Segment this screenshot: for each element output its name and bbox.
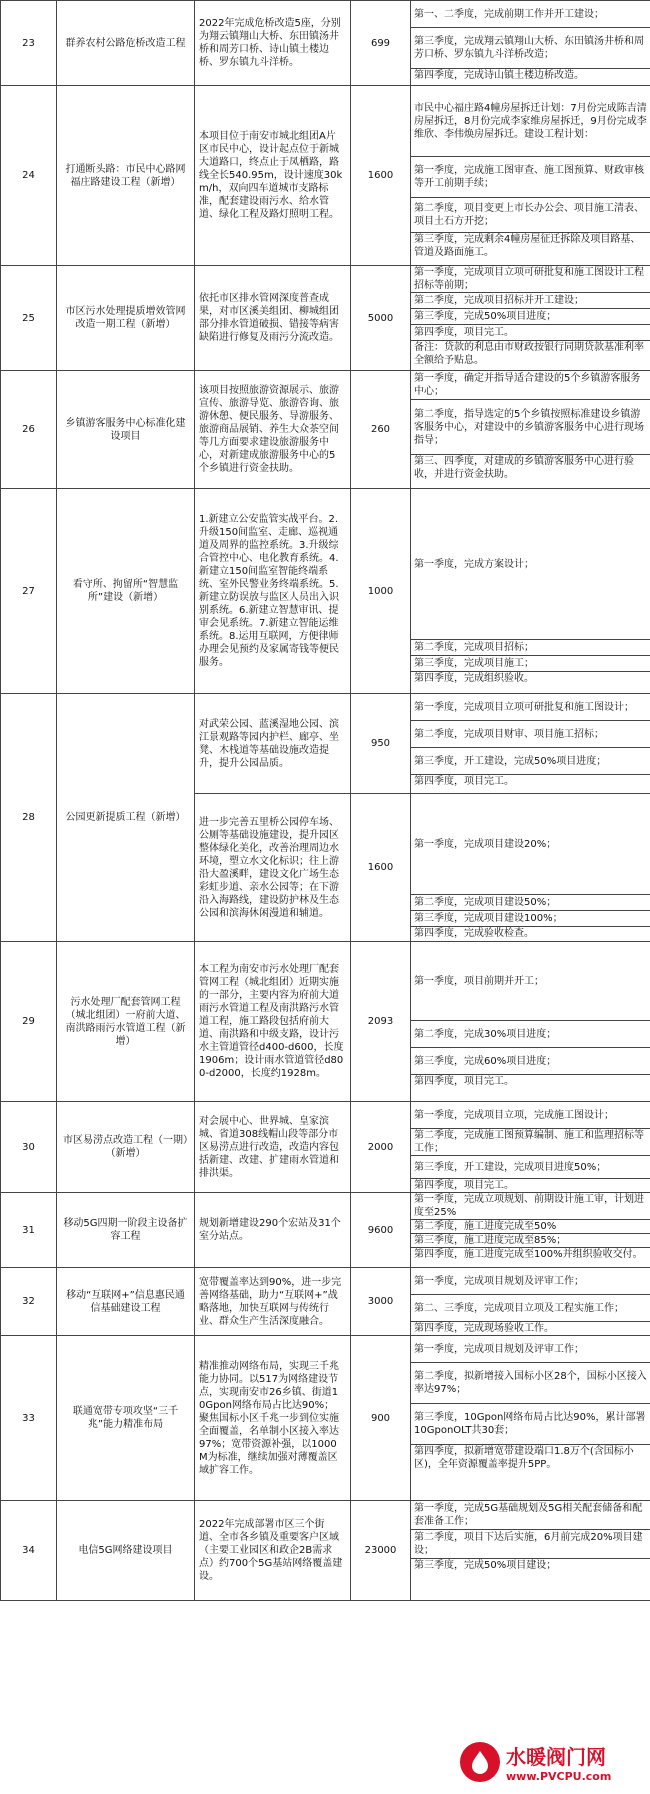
table-row [1,86,650,266]
project-name: 群养农村公路危桥改造工程 [57,1,195,86]
investment: 5000 [351,266,411,371]
row-number: 24 [1,86,57,266]
schedule-item: 第一季度，完成施工图审查、施工图预算、财政审核等开工前期手续； [411,157,650,198]
row-number: 30 [1,1102,57,1193]
table-row [1,694,650,794]
project-content: 2022年完成危桥改造5座，分别为翔云镇翔山大桥、东田镇汤井桥和周芳口桥、诗山镇土楼边桥、罗东镇九斗洋桥。 [195,1,351,86]
watermark-title: 水暖阀门网 [506,1745,606,1769]
schedule-item: 第二季度，项目变更上市长办公会、项目施工清表、项目土石方开挖； [411,198,650,233]
investment: 1600 [351,794,411,942]
project-name: 电信5G网络建设项目 [57,1501,195,1601]
row-number: 29 [1,942,57,1102]
schedule-item: 第四季度，施工进度完成至100%并组织验收交付。 [414,1249,643,1260]
table-row [1,1193,650,1268]
project-content: 本工程为南安市污水处理厂配套管网工程（城北组团）近期实施的一部分，主要内容为府前大道雨污水管道工程及南洪路污水管道工程，施工路段包括府前大道、南洪路和中级支路，设计污水主管道管径d400-d600，长度1906m；设计雨水管道管径d800-d2000，长度约1928m。 [195,942,351,1102]
schedule-item: 第一季度，项目前期并开工； [411,942,650,1021]
schedule-item: 第二季度，完成施工图预算编制、施工和监理招标等工作； [411,1129,650,1156]
schedule-item: 第四季度，拟新增宽带建设端口1.8万个(含国标小区)，全年资源覆盖率提升5PP。 [414,1446,634,1470]
schedule-item: 第一季度，完成方案设计； [411,489,650,640]
project-content: 对武荣公园、蓝溪湿地公园、滨江景观路等园内护栏、廊亭、坐凳、木栈道等基础设施改造提升，提升公园品质。 [195,694,351,794]
schedule-item: 第三季度，完成项目建设100%； [411,911,650,927]
schedule-item: 第二季度，拟新增接入国标小区28个，国标小区接入率达97%； [411,1363,650,1404]
schedule-item: 第一季度，完成项目规划及评审工作； [411,1268,650,1295]
schedule [411,942,650,1102]
project-name: 乡镇游客服务中心标准化建设项目 [57,371,195,489]
project-name: 公园更新提质工程（新增） [57,694,195,942]
schedule-item: 第一季度，完成项目立项可研批复和施工图设计工程招标等前期； [411,266,650,293]
schedule-item: 第四季度，项目完工。 [414,1076,514,1087]
schedule-item: 第四季度，完成诗山镇土楼边桥改造。 [414,70,584,81]
project-content: 1.新建立公安监管实战平台。2.升级150间监室、走廊、巡视通道及周界的监控系统。3.升级综合管控中心、电化教育系统。4.新建立150间监室智能终端系统、室外民警业务终端系统。5.新建立防误放与监区人员出入识别系统。6.新建立智慧审讯、提审会见系统。7.新建立智能运维系统。8.运用互联网，方便律师办理会见预约及家属寄钱等便民服务。 [195,489,351,694]
table-row [1,942,650,1102]
schedule [411,1336,650,1501]
schedule-item: 第四季度，项目完工。 [411,325,650,341]
table-row [1,489,650,694]
row-number: 32 [1,1268,57,1336]
project-name: 打通断头路：市民中心路网福庄路建设工程（新增） [57,86,195,266]
schedule-item: 市民中心福庄路4幢房屋拆迁计划：7月份完成陈吉清房屋拆迁，8月份完成李家维房屋拆迁，9月份完成李维欣、李伟焕房屋拆迁。建设工程计划： [411,86,650,157]
project-name: 联通宽带专项攻坚“三千兆”能力精准布局 [57,1336,195,1501]
project-content: 本项目位于南安市城北组团A片区市民中心，设计起点位于新城大道路口，终点止于凤栖路，路线全长540.95m，设计速度30km/h，双向四车道城市支路标准，配套建设雨污水、给水管道、绿化工程及路灯照明工程。 [195,86,351,266]
schedule-item: 备注：贷款的利息由市财政按银行同期贷款基准利率全额给予贴息。 [414,342,644,366]
schedule [411,489,650,694]
schedule-item: 第三、四季度，对建成的乡镇游客服务中心进行验收，并进行资金扶助。 [414,456,634,480]
schedule-item: 第一季度，完成5G基础规划及5G相关配套储备和配套准备工作； [411,1501,650,1530]
schedule-item: 第四季度，项目完工。 [414,776,514,787]
table-row [1,1336,650,1501]
row-number: 34 [1,1501,57,1601]
investment: 23000 [351,1501,411,1601]
schedule-item: 第二季度，施工进度完成至50% [411,1220,650,1234]
schedule-item: 第二季度，完成30%项目进度； [411,1021,650,1048]
investment: 2000 [351,1102,411,1193]
project-content: 规划新增建设290个宏站及31个室分站点。 [195,1193,351,1268]
table-row [1,1,650,86]
table-row [1,266,650,371]
schedule [411,794,650,942]
table-row [1,371,650,489]
project-content: 2022年完成部署市区三个街道、全市各乡镇及重要客户区域（主要工业园区和政企2B需求点）约700个5G基站网络覆盖建设。 [195,1501,351,1601]
schedule-item: 第三季度，开工建设，完成项目进度50%； [411,1156,650,1179]
watermark-url: www.PVCPU.com [506,1770,612,1783]
schedule [411,86,650,266]
schedule-item: 第四季度，完成组织验收。 [414,673,534,684]
project-content: 对会展中心、世界城、皇家滨城、省道308线帽山段等部分市区易涝点进行改造，改造内容包括新建、改建、扩建雨水管道和排洪渠。 [195,1102,351,1193]
investment: 1000 [351,489,411,694]
row-number: 25 [1,266,57,371]
row-number: 27 [1,489,57,694]
schedule-item: 第四季度，完成现场验收工作。 [414,1323,554,1334]
investment: 950 [351,694,411,794]
investment: 699 [351,1,411,86]
schedule-item: 第三季度，10Gpon网络布局占比达90%，累计部署10GponOLT共30套； [411,1404,650,1445]
schedule [411,371,650,489]
project-content: 精准推动网络布局，实现三千兆能力协同。以517为网络建设节点，实现南安市26乡镇、街道10Gpon网络布局占比达90%；聚焦国标小区千兆一步到位实施全面覆盖，名单制小区接入率达97%；宽带资源补强，以1000M为标准，继续加强对薄覆盖区域扩容工作。 [195,1336,351,1501]
row-number: 28 [1,694,57,942]
project-name: 看守所、拘留所“智慧监所”建设（新增） [57,489,195,694]
schedule-item: 第三季度，完成50%项目进度； [411,309,650,325]
table-row [1,1268,650,1336]
table-row [1,1102,650,1193]
row-number: 26 [1,371,57,489]
project-content: 宽带覆盖率达到90%，进一步完善网络基础，助力“互联网+”战略落地，加快互联网与传统行业、群众生产生活深度融合。 [195,1268,351,1336]
schedule-item: 第二季度，完成项目建设50%； [411,895,650,911]
investment: 1600 [351,86,411,266]
project-content: 该项目按照旅游资源展示、旅游宣传、旅游导览、旅游咨询、旅游休憩、便民服务、导游服务、旅游商品展销、养生大众茶空间等几方面要求建设旅游服务中心，对新建成旅游服务中心的5个乡镇进行资金扶助。 [195,371,351,489]
schedule-item: 第一季度，完成项目建设20%； [411,794,650,895]
schedule-item: 第一季度，完成立项规划、前期设计施工审，计划进度至25% [411,1193,650,1220]
project-content: 进一步完善五里桥公园停车场、公厕等基础设施建设，提升园区整体绿化美化，改善治理周边水环境，塑立水文化标识；往上游沿大盈溪畔，建设文化广场生态彩虹步道、亲水公园等；在下游沿入海路线，建设防护林及生态公园和滨海休闲漫道和辅道。 [195,794,351,942]
schedule-item: 第三季度，完成项目施工； [411,656,650,672]
schedule-item: 第三季度，完成60%项目进度； [411,1048,650,1075]
project-name: 市区易涝点改造工程（一期）（新增） [57,1102,195,1193]
schedule-item: 第二季度，完成项目招标并开工建设； [411,293,650,309]
project-name: 移动5G四期一阶段主设备扩容工程 [57,1193,195,1268]
schedule-item: 第一季度，确定并指导适合建设的5个乡镇游客服务中心； [411,371,650,400]
schedule-item: 第三季度，完成翔云镇翔山大桥、东田镇汤井桥和周芳口桥、罗东镇九斗洋桥改造； [411,28,650,69]
schedule [411,1193,650,1268]
schedule [411,1501,650,1601]
row-number: 31 [1,1193,57,1268]
schedule-item: 第二季度，指导选定的5个乡镇按照标准建设乡镇游客服务中心，对建设中的乡镇游客服务中心进行现场指导； [411,400,650,455]
investment: 260 [351,371,411,489]
schedule-item: 第三季度，施工进度完成至85%； [411,1234,650,1248]
schedule-item: 第三季度，开工建设，完成50%项目进度； [411,748,650,775]
schedule-item: 第一季度，完成项目规划及评审工作； [411,1336,650,1363]
row-number: 33 [1,1336,57,1501]
project-name: 移动“互联网+”信息惠民通信基础建设工程 [57,1268,195,1336]
schedule-item: 第二季度，项目下达后实施，6月前完成20%项目建设； [411,1530,650,1559]
project-name: 污水处理厂配套管网工程（城北组团）一府前大道、南洪路雨污水管道工程（新增） [57,942,195,1102]
project-name: 市区污水处理提质增效管网改造一期工程（新增） [57,266,195,371]
schedule-item: 第一、二季度，完成前期工作并开工建设； [411,1,650,28]
schedule-item: 第二季度，完成项目财审、项目施工招标； [411,721,650,748]
schedule-item: 第二、三季度，完成项目立项及工程实施工作； [411,1295,650,1322]
schedule [411,1102,650,1193]
investment: 900 [351,1336,411,1501]
schedule [411,1268,650,1336]
schedule-item: 第一季度，完成项目立项可研批复和施工图设计； [411,694,650,721]
investment: 3000 [351,1268,411,1336]
schedule-item: 第二季度，完成项目招标； [411,640,650,656]
watermark-logo-icon [460,1742,500,1782]
schedule-item: 第三季度，完成50%项目建设； [414,1560,557,1571]
schedule [411,266,650,371]
project-content: 依托市区排水管网深度普查成果，对市区溪美组团、柳城组团部分排水管道破损、错接等病害缺陷进行修复及雨污分流改造。 [195,266,351,371]
schedule [411,1,650,86]
table-row [1,1501,650,1601]
watermark [460,1738,640,1786]
schedule-item: 第一季度，完成项目立项，完成施工图设计； [411,1102,650,1129]
investment: 9600 [351,1193,411,1268]
schedule [411,694,650,794]
schedule-item: 第四季度，完成验收检查。 [414,928,534,939]
schedule-item: 第三季度，完成剩余4幢房屋征迁拆除及项目路基、管道及路面施工。 [414,234,641,258]
row-number: 23 [1,1,57,86]
schedule-item: 第四季度，项目完工。 [414,1180,514,1191]
investment: 2093 [351,942,411,1102]
